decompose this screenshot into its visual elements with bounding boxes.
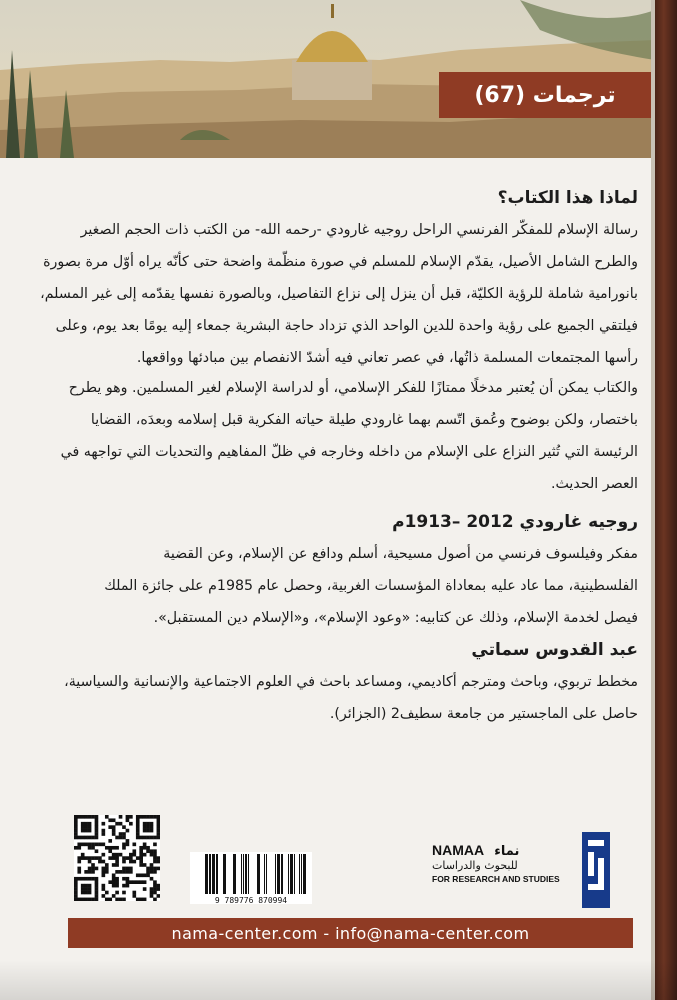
text-line: رسالة الإسلام للمفكّر الفرنسي الراحل روجيه غارودي -رحمه الله- من الكتب ذات الحجم الصغير [80, 222, 638, 238]
translator-bio [38, 666, 638, 730]
bottom-shadow [0, 960, 677, 1000]
text-line: فيلتقي الجميع على رؤية واحدة للدين الواحد الذي تزداد حاجة البشرية جمعاء إليه يومًا بعد يوم، وعلى [55, 318, 638, 334]
why-book-paragraph-2 [38, 372, 638, 500]
publisher-subtitle-ar: للبحوث والدراسات [432, 859, 518, 872]
text-line: حاصل على الماجستير من جامعة سطيف2 (الجزائر). [329, 706, 638, 722]
publisher-name-ar: نماء [494, 844, 520, 859]
qr-code [74, 815, 160, 901]
text-line: الفلسطينية، مما عاد عليه بمعاداة المؤسسات الغربية، وحصل عام 1985م على جائزة الملك [104, 578, 638, 594]
why-book-heading: لماذا هذا الكتاب؟ [497, 188, 638, 208]
text-line: بانورامية شاملة للرؤية الكليّة، قبل أن ينزل إلى نزاع التفاصيل، وبالصورة نفسها يقدّمه إلى غير المسلم، [40, 286, 638, 302]
publisher-name-en: NAMAA [432, 842, 485, 858]
text-line: مخطط تربوي، وباحث ومترجم أكاديمي، ومساعد باحث في العلوم الاجتماعية والإنسانية والسياسية، [64, 674, 638, 690]
text-line: الرئيسة التي تُثير النزاع على الإسلام من داخله وخارجه في ظلّ المفاهيم والتحديات التي تواجهه في [60, 444, 638, 460]
author-bio [38, 538, 638, 634]
text-line: والكتاب يمكن أن يُعتبر مدخلًا ممتازًا للفكر الإسلامي، أو لدراسة الإسلام لغير المسلمين. وهو يطرح [68, 380, 638, 396]
text-line: باختصار، ولكن بوضوح وعُمق اتّسم بهما غارودي طيلة حياته الفكرية قبل إسلامه وبعدَه، القضايا [90, 412, 638, 428]
text-line: العصر الحديث. [550, 476, 638, 492]
text-line: مفكر وفيلسوف فرنسي من أصول مسيحية، أسلم ودافع عن الإسلام، وعن القضية [163, 546, 638, 562]
series-banner: ترجمات (67) [439, 72, 651, 118]
text-line: فيصل لخدمة الإسلام، وذلك عن كتابيه: «وعود الإسلام»، و«الإسلام دين المستقبل». [153, 610, 638, 626]
publisher-logo [582, 832, 610, 908]
translator-heading: عبد القدوس سماتي [471, 640, 638, 660]
why-book-paragraph-1 [38, 214, 638, 374]
text-line: رأسها المجتمعات المسلمة ذاتُها، في عصر تعاني فيه أشدّ الانفصام بين مبادئها وواقعها. [136, 350, 638, 366]
publisher-subtitle-en: FOR RESEARCH AND STUDIES [432, 874, 560, 884]
author-heading: روجيه غارودي 2012 –1913م [392, 512, 638, 532]
text-line: والطرح الشامل الأصيل، يقدّم الإسلام للمسلم في صورة منظّمة واضحة حتى كأنّه يراه أوّل مرة بصورة [43, 254, 638, 270]
contact-bar: nama-center.com - info@nama-center.com [68, 918, 633, 948]
publisher-block [432, 840, 582, 900]
book-spine [655, 0, 677, 1000]
isbn-number: 9 789776 870994 [214, 896, 288, 905]
